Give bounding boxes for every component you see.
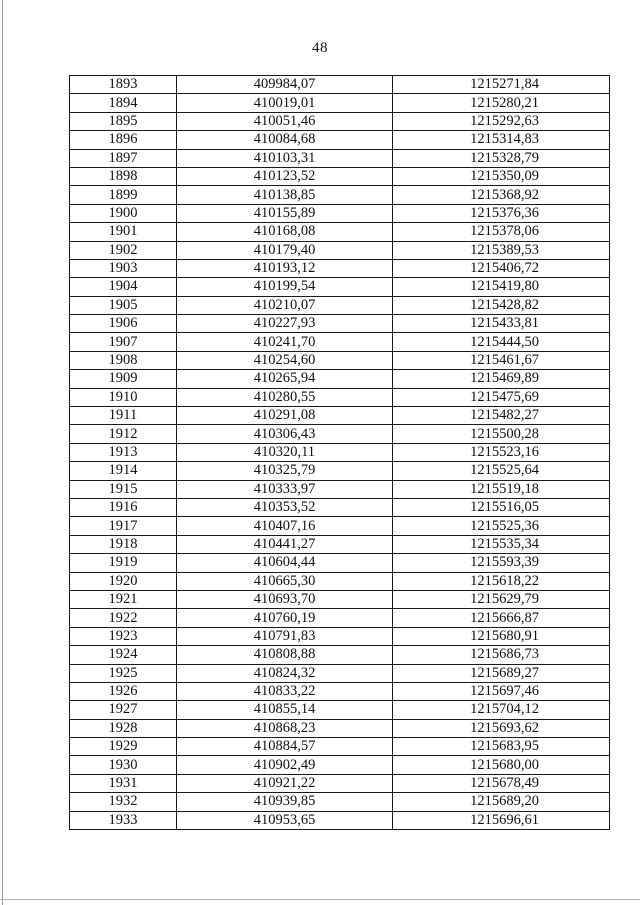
- point-number-cell: 1909: [70, 370, 177, 388]
- point-number-cell: 1893: [70, 76, 177, 94]
- point-number-cell: 1917: [70, 517, 177, 535]
- y-coordinate-cell: 1215704,12: [393, 701, 610, 719]
- point-number-cell: 1899: [70, 186, 177, 204]
- point-number-cell: 1929: [70, 738, 177, 756]
- y-coordinate-cell: 1215689,27: [393, 664, 610, 682]
- y-coordinate-cell: 1215618,22: [393, 572, 610, 590]
- table-row: [70, 738, 610, 756]
- x-coordinate-cell: 410760,19: [177, 609, 393, 627]
- y-coordinate-cell: 1215444,50: [393, 333, 610, 351]
- table-row: [70, 535, 610, 553]
- y-coordinate-cell: 1215697,46: [393, 682, 610, 700]
- y-coordinate-cell: 1215328,79: [393, 149, 610, 167]
- x-coordinate-cell: 410325,79: [177, 462, 393, 480]
- table-row: [70, 94, 610, 112]
- table-row: [70, 223, 610, 241]
- table-row: [70, 388, 610, 406]
- table-row: [70, 425, 610, 443]
- x-coordinate-cell: 410227,93: [177, 315, 393, 333]
- point-number-cell: 1896: [70, 131, 177, 149]
- x-coordinate-cell: 410084,68: [177, 131, 393, 149]
- y-coordinate-cell: 1215666,87: [393, 609, 610, 627]
- point-number-cell: 1913: [70, 443, 177, 461]
- x-coordinate-cell: 410265,94: [177, 370, 393, 388]
- x-coordinate-cell: 410824,32: [177, 664, 393, 682]
- x-coordinate-cell: 410103,31: [177, 149, 393, 167]
- table-row: [70, 296, 610, 314]
- y-coordinate-cell: 1215433,81: [393, 315, 610, 333]
- y-coordinate-cell: 1215525,64: [393, 462, 610, 480]
- x-coordinate-cell: 410123,52: [177, 167, 393, 185]
- y-coordinate-cell: 1215475,69: [393, 388, 610, 406]
- y-coordinate-cell: 1215419,80: [393, 278, 610, 296]
- table-row: [70, 149, 610, 167]
- point-number-cell: 1933: [70, 811, 177, 829]
- y-coordinate-cell: 1215689,20: [393, 793, 610, 811]
- point-number-cell: 1930: [70, 756, 177, 774]
- coordinates-table-body: [70, 76, 610, 830]
- point-number-cell: 1912: [70, 425, 177, 443]
- point-number-cell: 1908: [70, 351, 177, 369]
- point-number-cell: 1900: [70, 204, 177, 222]
- point-number-cell: 1926: [70, 682, 177, 700]
- x-coordinate-cell: 410199,54: [177, 278, 393, 296]
- y-coordinate-cell: 1215406,72: [393, 259, 610, 277]
- x-coordinate-cell: 410051,46: [177, 112, 393, 130]
- table-row: [70, 315, 610, 333]
- x-coordinate-cell: 410604,44: [177, 554, 393, 572]
- coordinates-table: [69, 75, 610, 830]
- x-coordinate-cell: 410665,30: [177, 572, 393, 590]
- page-number: 48: [312, 40, 328, 56]
- x-coordinate-cell: 410193,12: [177, 259, 393, 277]
- y-coordinate-cell: 1215593,39: [393, 554, 610, 572]
- y-coordinate-cell: 1215500,28: [393, 425, 610, 443]
- point-number-cell: 1924: [70, 646, 177, 664]
- point-number-cell: 1910: [70, 388, 177, 406]
- point-number-cell: 1907: [70, 333, 177, 351]
- y-coordinate-cell: 1215314,83: [393, 131, 610, 149]
- point-number-cell: 1898: [70, 167, 177, 185]
- x-coordinate-cell: 410333,97: [177, 480, 393, 498]
- x-coordinate-cell: 410902,49: [177, 756, 393, 774]
- point-number-cell: 1901: [70, 223, 177, 241]
- scan-left-edge: [2, 0, 3, 905]
- point-number-cell: 1920: [70, 572, 177, 590]
- y-coordinate-cell: 1215629,79: [393, 590, 610, 608]
- point-number-cell: 1921: [70, 590, 177, 608]
- table-row: [70, 774, 610, 792]
- table-row: [70, 517, 610, 535]
- point-number-cell: 1904: [70, 278, 177, 296]
- y-coordinate-cell: 1215693,62: [393, 719, 610, 737]
- table-row: [70, 186, 610, 204]
- x-coordinate-cell: 410254,60: [177, 351, 393, 369]
- y-coordinate-cell: 1215535,34: [393, 535, 610, 553]
- table-row: [70, 590, 610, 608]
- x-coordinate-cell: 410291,08: [177, 407, 393, 425]
- table-row: [70, 278, 610, 296]
- point-number-cell: 1894: [70, 94, 177, 112]
- table-row: [70, 572, 610, 590]
- x-coordinate-cell: 410407,16: [177, 517, 393, 535]
- y-coordinate-cell: 1215292,63: [393, 112, 610, 130]
- table-row: [70, 609, 610, 627]
- x-coordinate-cell: 410155,89: [177, 204, 393, 222]
- point-number-cell: 1925: [70, 664, 177, 682]
- y-coordinate-cell: 1215469,89: [393, 370, 610, 388]
- point-number-cell: 1914: [70, 462, 177, 480]
- y-coordinate-cell: 1215519,18: [393, 480, 610, 498]
- point-number-cell: 1915: [70, 480, 177, 498]
- x-coordinate-cell: 410320,11: [177, 443, 393, 461]
- table-row: [70, 627, 610, 645]
- point-number-cell: 1911: [70, 407, 177, 425]
- table-row: [70, 167, 610, 185]
- x-coordinate-cell: 410353,52: [177, 498, 393, 516]
- x-coordinate-cell: 410833,22: [177, 682, 393, 700]
- point-number-cell: 1918: [70, 535, 177, 553]
- point-number-cell: 1905: [70, 296, 177, 314]
- point-number-cell: 1932: [70, 793, 177, 811]
- table-row: [70, 259, 610, 277]
- table-row: [70, 462, 610, 480]
- y-coordinate-cell: 1215368,92: [393, 186, 610, 204]
- table-row: [70, 112, 610, 130]
- x-coordinate-cell: 410210,07: [177, 296, 393, 314]
- table-row: [70, 204, 610, 222]
- y-coordinate-cell: 1215680,00: [393, 756, 610, 774]
- y-coordinate-cell: 1215523,16: [393, 443, 610, 461]
- y-coordinate-cell: 1215461,67: [393, 351, 610, 369]
- table-row: [70, 682, 610, 700]
- table-row: [70, 370, 610, 388]
- page-bottom-rule: [0, 899, 640, 900]
- point-number-cell: 1895: [70, 112, 177, 130]
- y-coordinate-cell: 1215271,84: [393, 76, 610, 94]
- table-row: [70, 756, 610, 774]
- x-coordinate-cell: 410179,40: [177, 241, 393, 259]
- table-row: [70, 719, 610, 737]
- x-coordinate-cell: 410855,14: [177, 701, 393, 719]
- x-coordinate-cell: 410884,57: [177, 738, 393, 756]
- table-row: [70, 701, 610, 719]
- point-number-cell: 1923: [70, 627, 177, 645]
- y-coordinate-cell: 1215683,95: [393, 738, 610, 756]
- table-row: [70, 351, 610, 369]
- point-number-cell: 1906: [70, 315, 177, 333]
- x-coordinate-cell: 410280,55: [177, 388, 393, 406]
- table-row: [70, 793, 610, 811]
- y-coordinate-cell: 1215378,06: [393, 223, 610, 241]
- x-coordinate-cell: 410168,08: [177, 223, 393, 241]
- y-coordinate-cell: 1215525,36: [393, 517, 610, 535]
- point-number-cell: 1903: [70, 259, 177, 277]
- table-row: [70, 76, 610, 94]
- x-coordinate-cell: 410953,65: [177, 811, 393, 829]
- table-row: [70, 443, 610, 461]
- point-number-cell: 1916: [70, 498, 177, 516]
- x-coordinate-cell: 410921,22: [177, 774, 393, 792]
- y-coordinate-cell: 1215280,21: [393, 94, 610, 112]
- table-row: [70, 131, 610, 149]
- table-row: [70, 554, 610, 572]
- x-coordinate-cell: 409984,07: [177, 76, 393, 94]
- point-number-cell: 1927: [70, 701, 177, 719]
- table-row: [70, 480, 610, 498]
- x-coordinate-cell: 410868,23: [177, 719, 393, 737]
- table-row: [70, 664, 610, 682]
- table-row: [70, 646, 610, 664]
- y-coordinate-cell: 1215678,49: [393, 774, 610, 792]
- table-row: [70, 333, 610, 351]
- x-coordinate-cell: 410241,70: [177, 333, 393, 351]
- x-coordinate-cell: 410791,83: [177, 627, 393, 645]
- x-coordinate-cell: 410693,70: [177, 590, 393, 608]
- y-coordinate-cell: 1215686,73: [393, 646, 610, 664]
- y-coordinate-cell: 1215680,91: [393, 627, 610, 645]
- table-row: [70, 811, 610, 829]
- y-coordinate-cell: 1215376,36: [393, 204, 610, 222]
- y-coordinate-cell: 1215482,27: [393, 407, 610, 425]
- point-number-cell: 1902: [70, 241, 177, 259]
- x-coordinate-cell: 410306,43: [177, 425, 393, 443]
- point-number-cell: 1919: [70, 554, 177, 572]
- y-coordinate-cell: 1215389,53: [393, 241, 610, 259]
- x-coordinate-cell: 410019,01: [177, 94, 393, 112]
- table-row: [70, 241, 610, 259]
- table-row: [70, 407, 610, 425]
- point-number-cell: 1928: [70, 719, 177, 737]
- y-coordinate-cell: 1215696,61: [393, 811, 610, 829]
- y-coordinate-cell: 1215350,09: [393, 167, 610, 185]
- point-number-cell: 1897: [70, 149, 177, 167]
- y-coordinate-cell: 1215428,82: [393, 296, 610, 314]
- point-number-cell: 1931: [70, 774, 177, 792]
- table-row: [70, 498, 610, 516]
- point-number-cell: 1922: [70, 609, 177, 627]
- x-coordinate-cell: 410939,85: [177, 793, 393, 811]
- y-coordinate-cell: 1215516,05: [393, 498, 610, 516]
- x-coordinate-cell: 410808,88: [177, 646, 393, 664]
- x-coordinate-cell: 410138,85: [177, 186, 393, 204]
- x-coordinate-cell: 410441,27: [177, 535, 393, 553]
